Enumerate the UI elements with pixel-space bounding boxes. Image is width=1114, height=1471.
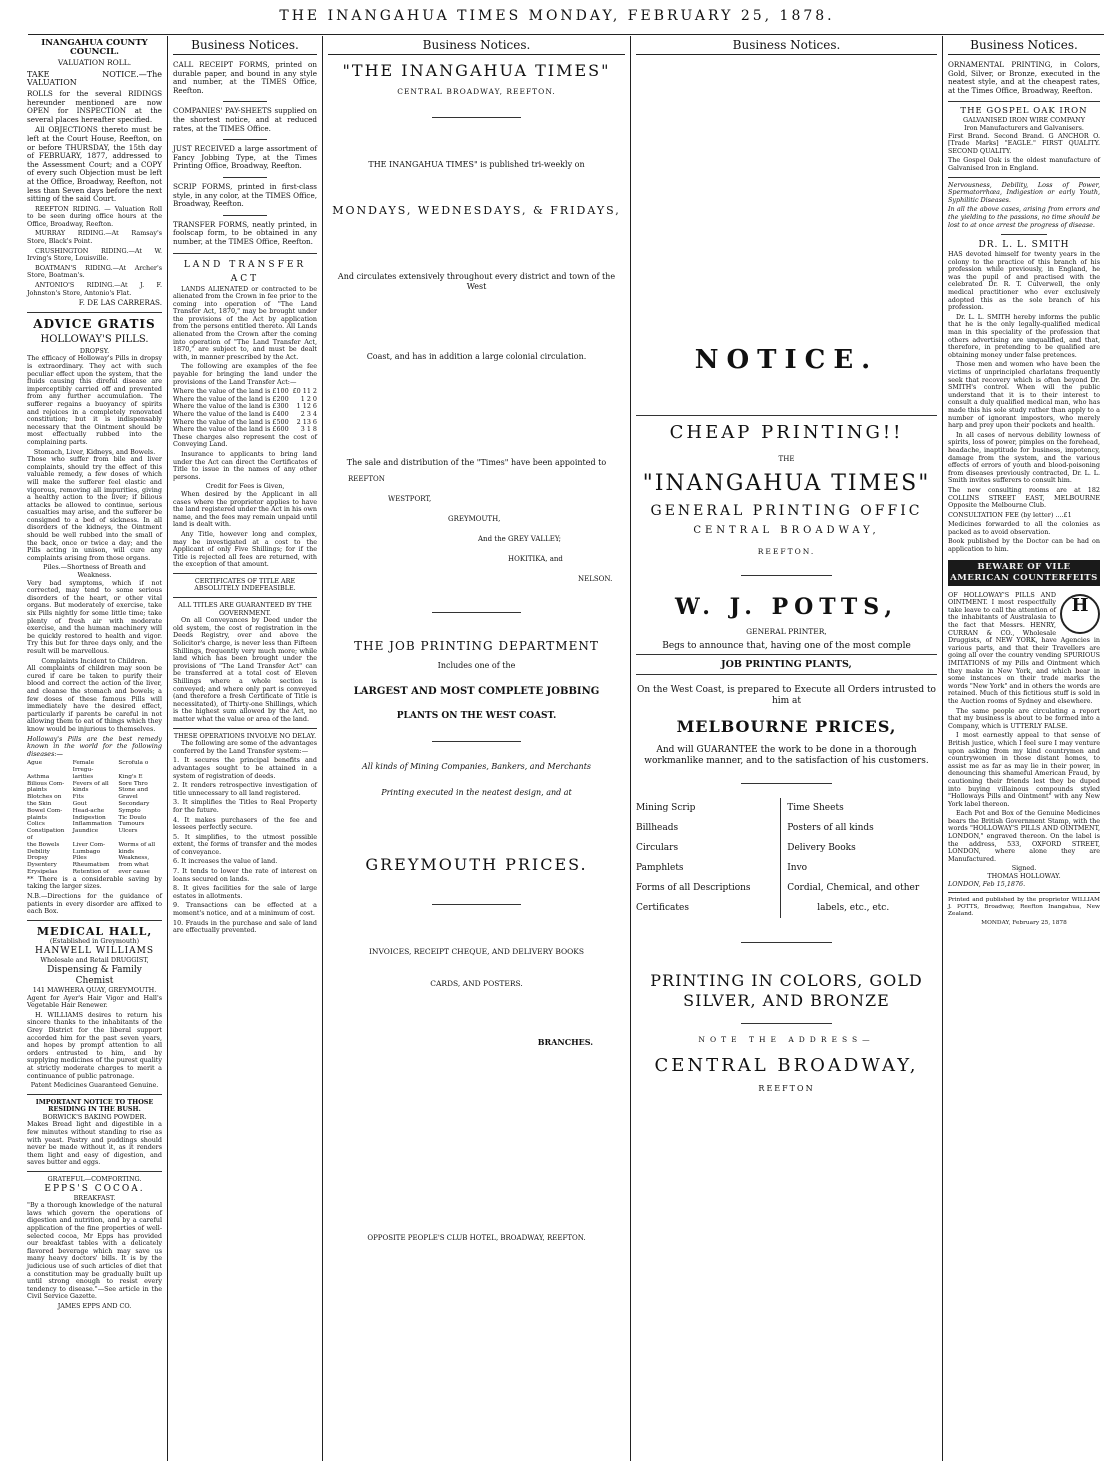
- fee-label: Where the value of the land is £600: [173, 425, 289, 434]
- holloway-body-4: Each Pot and Box of the Genuine Medicines bears the British Government Stamp, with the words "HOLLOWAY'S PILLS AND OINTMENT, LONDON," engraved thereon. On the label is the address, 533, OXFORD STREET, LONDON, where alone they are Manufactured.: [948, 809, 1100, 863]
- holloway-seal-icon: [1060, 594, 1100, 634]
- fees-table: [173, 388, 317, 434]
- disease-cell: Tic Doulo: [118, 814, 147, 821]
- list-item: Delivery Books: [787, 843, 856, 853]
- london-line: LONDON, Feb 15,1876.: [948, 879, 1026, 888]
- patent-line: Patent Medicines Guaranteed Genuine.: [30, 1081, 159, 1090]
- town-item: HOKITIKA, and: [508, 555, 563, 563]
- companies-notice: COMPANIES' PAY-SHEETS supplied on the shortest notice, and at reduced rates, at the TIMES Office.: [173, 106, 317, 133]
- note-address-line: NOTE THE ADDRESS—: [698, 1035, 875, 1044]
- disease-cell: Liver Com-: [72, 841, 106, 848]
- list-item: Billheads: [636, 823, 679, 833]
- business-notices-header: Business Notices.: [636, 36, 937, 55]
- days-line: MONDAYS, WEDNESDAYS, & FRIDAYS,: [332, 204, 621, 217]
- operations-heading: THESE OPERATIONS INVOLVE NO DELAY.: [173, 731, 317, 740]
- borwick-body: Makes Bread light and digestible in a few minutes without standing to rise as with yeast. Pastry and puddings should never be made without it, as it renders them light and easy of digestion, and saves butter and eggs.: [27, 1120, 162, 1167]
- disease-cell: Worms of all: [118, 841, 156, 848]
- column-1: [22, 36, 167, 1461]
- list-item: Invo: [787, 863, 808, 873]
- disease-cell: ever cause: [118, 869, 150, 876]
- notice-lead: TAKE NOTICE.—The VALUATION: [27, 69, 162, 88]
- fee-value: 1 12 6: [296, 402, 317, 411]
- disease-cell: Stone and: [118, 787, 149, 794]
- central-broadway-line: CENTRAL BROADWAY,: [693, 525, 880, 536]
- disease-cell: Scrofula o: [118, 760, 149, 767]
- fees-note: These charges also represent the cost of Conveying Land.: [173, 432, 317, 449]
- advantages-intro: The following are some of the advantages conferred by the Land Transfer system:—: [173, 739, 317, 755]
- printing-list-right: [781, 798, 937, 918]
- disease-cell: the Bowels: [27, 841, 60, 848]
- column-2: [168, 36, 322, 1461]
- divider: [948, 101, 1100, 102]
- town-item: REEFTON: [348, 475, 385, 483]
- column-5: [943, 36, 1105, 1461]
- disease-cell: Secondary: [118, 801, 150, 808]
- disease-cell: Dysentery: [27, 862, 57, 869]
- list-item: labels, etc., etc.: [817, 903, 890, 913]
- guaranteed-heading: ALL TITLES ARE GUARANTEED BY THE GOVERNMENT.: [178, 601, 312, 617]
- transfer-notice: TRANSFER FORMS, neatly printed, in foolscap form, to be obtained in any number, at the TIMES Office, Reefton.: [173, 219, 317, 246]
- dispensing-heading: Dispensing & Family Chemist: [47, 964, 142, 986]
- divider: [741, 575, 831, 576]
- disease-cell: Sore Thro: [118, 780, 148, 787]
- riding-item: BOATMAN'S RIDING.—At Archer's Store, Boatman's.: [27, 263, 162, 280]
- signature: F. DE LAS CARRERAS.: [78, 298, 162, 308]
- fee-value: 3 1 8: [300, 425, 317, 434]
- disease-cell: Fevers of all: [72, 780, 109, 787]
- agents-intro: The sale and distribution of the "Times" have been appointed to: [346, 458, 607, 467]
- divider: [741, 783, 831, 784]
- brands-line: First Brand. Second Brand. G ANCHOR O. [Trade Marks] "EAGLE." FIRST QUALITY. SECOND QUALITY.: [948, 131, 1100, 155]
- disease-cell: Fits: [72, 794, 84, 801]
- general-printer-line: GENERAL PRINTER,: [746, 627, 827, 636]
- divider: [741, 1023, 831, 1024]
- diseases-table: [27, 760, 162, 876]
- medicines-line: Medicines forwarded to all the colonies as packed as to avoid observation.: [948, 520, 1100, 536]
- times-title: "THE INANGAHUA TIMES": [342, 61, 611, 80]
- job-printing-heading: THE JOB PRINTING DEPARTMENT: [354, 639, 599, 653]
- divider: [741, 942, 831, 943]
- coast-line: Coast, and has in addition a large colonial circulation.: [366, 352, 587, 361]
- advantage-item: 9. Transactions can be effected at a moment's notice, and at a minimum of cost.: [173, 901, 317, 918]
- druggist-line: Wholesale and Retail DRUGGIST,: [40, 956, 149, 965]
- divider: [636, 674, 937, 675]
- divider: [636, 415, 937, 416]
- divider: [948, 892, 1100, 893]
- book-line: Book published by the Doctor can be had on application to him.: [948, 537, 1100, 554]
- ornamental-notice: ORNAMENTAL PRINTING, in Colors, Gold, Silver, or Bronze, executed in the neatest style, and at the cheapest rates, at the Times Office, Broadway, Reefton.: [948, 60, 1100, 95]
- notice-body: ROLLS for the several RIDINGS hereunder mentioned are now OPEN for INSPECTION at the several places hereafter specified.: [27, 88, 162, 124]
- advantage-item: 1. It secures the principal benefits and advantages sought to be attained in a system of registration of deeds.: [173, 756, 317, 780]
- council-heading: INANGAHUA COUNTY COUNCIL.: [41, 38, 148, 57]
- iron-line: Iron Manufacturers and Galvanisers.: [964, 123, 1084, 132]
- fee-value: 2 3 4: [300, 410, 317, 418]
- divider: [27, 1171, 162, 1172]
- divider: [27, 920, 162, 921]
- disease-cell: Gravel: [118, 794, 138, 801]
- riding-item: ANTONIO'S RIDING.—At J. F. Johnston's Store, Antonio's Flat.: [27, 281, 162, 297]
- disease-cell: Head-ache: [72, 807, 105, 814]
- disease-cell: Piles: [72, 855, 87, 862]
- received-notice: JUST RECEIVED a large assortment of Fancy Jobbing Type, at the Times Printing Office, Broadway, Reefton.: [173, 144, 317, 171]
- grateful-line: GRATEFUL—COMFORTING.: [47, 1175, 142, 1184]
- disease-cell: kinds: [72, 787, 89, 794]
- times-heading: "INANGAHUA TIMES": [642, 471, 931, 496]
- list-item: Pamphlets: [636, 863, 684, 873]
- insurance-text: Insurance to applicants to bring land under the Act can direct the Certificates of Title to issue in the names of any other persons.: [173, 449, 317, 481]
- cards-line: CARDS, AND POSTERS.: [430, 979, 523, 988]
- epps-body: "By a thorough knowledge of the natural laws which govern the operations of digestion and nutrition, and by a careful application of the fine properties of well-selected cocoa, Mr Epps has provided our breakfast tables with a delicately flavored beverage which may save us many heavy doctors' bills. It is by the judicious use of such articles of diet that a constitution may be gradually built up until strong enough to resist every tendency to disease."—See article in the Civil Service Gazette.: [27, 1201, 162, 1301]
- disease-cell: Gout: [72, 801, 87, 808]
- stomach-heading: Stomach, Liver, Kidneys, and Bowels.: [33, 447, 156, 456]
- fee-label: Where the value of the land is £400: [173, 410, 289, 418]
- children-body: All complaints of children may soon be cured if care be taken to purify their blood and correct the action of the liver, and cleanse the stomach and bowels; a few doses of these famous Pills will immediately have the desired effect, particularly if parents be careful in not allowing them to eat of things which they know would be injurious to themselves.: [27, 664, 162, 733]
- disease-cell: Ague: [27, 760, 43, 767]
- disease-cell: plaints: [27, 787, 47, 794]
- disease-cell: Weakness,: [118, 855, 150, 862]
- holloway-name: THOMAS HOLLOWAY.: [987, 872, 1061, 881]
- printing-line: Printing executed in the neatest design, and at: [381, 788, 572, 797]
- greymouth-prices: GREYMOUTH PRICES.: [365, 855, 588, 874]
- hanwell-heading: HANWELL WILLIAMS: [34, 946, 155, 957]
- land-body: LANDS ALIENATED or contracted to be alienated from the Crown in fee prior to the coming into operation of "The Land Transfer Act, 1870," may be brought under the provisions of the Act by application from the persons entitled thereto. All Lands alienated from the Crown after the coming into operation of "The Land Transfer Act, 1870," are subject to, and must be dealt with, in manner prescribed by the Act.: [173, 284, 317, 361]
- disease-cell: Retention of: [72, 869, 109, 876]
- land-transfer-heading: LAND TRANSFER ACT: [183, 259, 307, 284]
- begs-line: Begs to announce that, having one of the most comple: [662, 641, 911, 651]
- credit-body: When desired by the Applicant in all cases where the proprietor applies to have the land registered under the Act in his own name, and the fees may remain unpaid until land is dealt with.: [173, 489, 317, 529]
- list-item: Cordial, Chemical, and other: [787, 883, 920, 893]
- disease-cell: Ulcers: [118, 828, 138, 835]
- central-broadway-heading: CENTRAL BROADWAY,: [654, 1055, 919, 1076]
- disease-cell: Debility: [27, 848, 50, 855]
- beware-banner: [948, 560, 1100, 586]
- riding-item: REEFTON RIDING. — Valuation Roll to be seen during office hours at the Office, Broadway, Reefton.: [27, 204, 162, 228]
- dropsy-body: The efficacy of Holloway's Pills in dropsy is extraordinary. They act with such peculiar effect upon the system, that the fluids causing this direful disease are imperceptibly carried off and prevented from any further accumulation. The sufferer regains a buoyancy of spirits and rejoices in a completely renovated constitution; but it is indispensably necessary that the Ointment should be most effectually rubbed into the complaining parts.: [27, 354, 162, 446]
- nb-note: N.B.—Directions for the guidance of patients in every disorder are affixed to each Box.: [27, 892, 162, 916]
- disease-cell: Jaundice: [72, 828, 99, 835]
- potts-heading: W. J. POTTS,: [674, 594, 899, 620]
- list-item: Forms of all Descriptions: [636, 883, 751, 893]
- holloway-body-3: I most earnestly appeal to that sense of British justice, which I feel sure I may venture upon asking from my kind countrymen and countrywomen in those distant homes, to assist me as far as may lie in their power, in denouncing this shameful American Fraud, by cautioning their friends lest they be duped into buying villainous compounds styled "Holloways Pills and Ointment" with any New York label thereon.: [948, 731, 1100, 808]
- fee-line: CONSULTATION FEE (by letter) ....£1: [948, 510, 1072, 519]
- disease-cell: Erysipelas: [27, 869, 58, 876]
- epps-heading: EPPS'S COCOA.: [44, 1183, 145, 1194]
- largest-line: LARGEST AND MOST COMPLETE JOBBING: [353, 686, 600, 697]
- divider: [223, 177, 266, 178]
- divider: [27, 312, 162, 313]
- disease-cell: Indigestion: [72, 814, 106, 821]
- children-heading: Complaints Incident to Children.: [41, 656, 148, 665]
- disease-cell: Asthma: [27, 773, 50, 780]
- list-item: Mining Scrip: [636, 803, 696, 813]
- fee-value: £0 11 2: [292, 387, 317, 396]
- town-item: WESTPORT,: [388, 495, 432, 503]
- fee-value: 2 13 6: [296, 417, 317, 426]
- divider: [223, 139, 266, 140]
- business-notices-header: Business Notices.: [173, 36, 317, 55]
- certs-heading: CERTIFICATES OF TITLE ARE ABSOLUTELY INDEFEASIBLE.: [194, 576, 296, 593]
- piles-body: Very bad symptoms, which if not corrected, may tend to some serious disorders of the heart, or other vital organs. But moderately of exercise, take six Pills nightly for some little time; take plenty of fresh air with moderate exercise, and the human machinery will be quickly restored to health and vigor. Try this but for three days only, and the result will be marvellous.: [27, 578, 162, 655]
- oldest-line: The Gospel Oak is the oldest manufacture of Galvanised Iron in England.: [948, 156, 1100, 172]
- notice-heading: NOTICE.: [694, 345, 879, 375]
- important-heading: IMPORTANT NOTICE TO THOSE RESIDING IN THE BUSH.: [35, 1097, 154, 1114]
- divider: [173, 728, 317, 729]
- smith-body-3: Those men and women who have been the victims of unprincipled charlatans frequently seek that recovery which is often beyond Dr. SMITH's control. When will the public understand that it is to their interest to consult a duly qualified medical man, who has made this his sole study rather than apply to a number of ignorant impostors, who merely harp and prey upon their pockets and health.: [948, 360, 1100, 430]
- divider: [27, 1094, 162, 1095]
- signed-line: Signed.: [1011, 864, 1037, 873]
- disease-cell: Bowel Com-: [27, 807, 63, 814]
- divider: [432, 612, 521, 613]
- piles-heading: Piles.—Shortness of Breath and Weakness.: [43, 563, 146, 580]
- disease-cell: Colics: [27, 821, 45, 828]
- list-item: Certificates: [636, 903, 689, 913]
- disease-cell: Bilious Com-: [27, 780, 65, 787]
- beware-line: BEWARE OF VILE: [977, 561, 1071, 572]
- general-printing-heading: GENERAL PRINTING OFFIC: [650, 503, 923, 519]
- plants-heading: JOB PRINTING PLANTS,: [721, 659, 852, 670]
- list-item: Circulars: [636, 843, 679, 853]
- town-item: GREYMOUTH,: [448, 515, 501, 523]
- advice-heading: ADVICE GRATIS: [33, 316, 156, 331]
- disease-cell: the Skin: [27, 801, 52, 808]
- divider: [173, 253, 317, 254]
- saving-note: ** There is a considerable saving by taking the larger sizes.: [27, 874, 162, 891]
- disease-cell: Sympto: [118, 807, 141, 814]
- printing-list: [636, 798, 937, 918]
- towns-list: [328, 472, 625, 588]
- receipt-notice: CALL RECEIPT FORMS, printed on durable paper, and bound in any style and number, at the TIMES Office, Reefton.: [173, 60, 317, 95]
- divider: [948, 177, 1100, 178]
- advantage-item: 8. It gives facilities for the sale of large estates in allotments.: [173, 884, 317, 900]
- masthead: THE INANGAHUA TIMES MONDAY, FEBRUARY 25, 1878.: [279, 8, 835, 24]
- any-title-text: Any Title, however long and complex, may be investigated at a cost to the Applicant of only Five Shillings; for if the Title is rejected all fees are returned, with the exception of that amount.: [173, 529, 317, 569]
- established-line: (Established in Greymouth): [49, 936, 140, 945]
- advantage-item: 2. It renders retrospective investigation of title unnecessary to all land registered.: [173, 781, 317, 797]
- breakfast-line: BREAKFAST.: [73, 1193, 116, 1202]
- galvanised-heading: GALVANISED IRON WIRE COMPANY: [963, 116, 1085, 125]
- branches-line: BRANCHES.: [537, 1037, 593, 1047]
- williams-body: H. WILLIAMS desires to return his sincere thanks to the inhabitants of the Grey District for the liberal support accorded him for the past seven years, and hopes by prompt attention to all orders entrusted to him, and by supplying medicines of the purest quality at strictly moderate charges to merit a continuance of public patronage.: [27, 1010, 162, 1080]
- advantage-item: 5. It simplifies, to the utmost possible extent, the forms of transfer and the modes of conveyance.: [173, 832, 317, 856]
- reefton-footer: REEFTON: [758, 1084, 815, 1093]
- advantage-item: 10. Frauds in the purchase and sale of land are effectually prevented.: [173, 918, 317, 935]
- divider: [223, 215, 266, 216]
- the-line: THE: [778, 455, 795, 463]
- smith-body-4: In all cases of nervous debility lowness of spirits, loss of power, pimples on the forehead, headache, inaptitude for business, impotency, damage from the system, and the various effects of errors of youth and blood-poisoning from diseases previously contracted, Dr. L. L. Smith invites sufferers to consult him.: [948, 430, 1100, 485]
- remedy-line: Holloway's Pills are the best remedy known in the world for the following diseases:—: [27, 734, 162, 758]
- holloway-body-2: The same people are circulating a report that my business is about to be formed into a Company, which is UTTERLY FALSE.: [948, 706, 1100, 730]
- fee-label: Where the value of the land is £200: [173, 394, 289, 403]
- published-line: THE INANGAHUA TIMES" is published tri-weekly on: [368, 160, 585, 169]
- objections-text: All OBJECTIONS thereto must be left at the Court House, Reefton, on or before THURSDAY, the 15th day of FEBRUARY, 1877, addressed to the Assessment Court; and a COPY of every such Objection must be left at the Office, Broadway, Reefton, not less than Seven days before the next sitting of the said Court.: [27, 125, 162, 204]
- divider: [173, 573, 317, 574]
- fee-label: Where the value of the land is £100: [173, 387, 289, 396]
- column-4: [631, 36, 942, 1461]
- west-coast-line: On the West Coast, is prepared to Execute all Orders intrusted to him at: [637, 685, 936, 706]
- consult-line: The new consulting rooms are at 182 COLLINS STREET EAST, MELBOURNE Opposite the Melbourne Club.: [948, 485, 1100, 510]
- smith-body: HAS devoted himself for twenty years in the colony to the practice of this branch of his profession while previously, in England, he was the pupil of and practised with the celebrated Dr. R. T. Culverwell, the only medical practitioner who ever exclusively adopted this as the sole branch of his profession.: [948, 250, 1100, 312]
- disease-cell: plaints: [27, 814, 47, 821]
- divider: [432, 741, 521, 742]
- disease-cell: Lumbago: [72, 848, 101, 855]
- divider: [223, 101, 266, 102]
- fee-label: Where the value of the land is £300: [173, 402, 289, 411]
- disease-cell: Inflammation: [72, 821, 112, 828]
- stomach-body: Those who suffer from bile and liver complaints, should try the effect of this valuable remedy, a few doses of which will make the sufferer feel elastic and vigorous, removing all impurities, giving a healthy action to the liver; if bilious attacks be allowed to continue, serious casualties may arise, and the sufferer be consigned to a bed of sickness. In all disorders of the kidneys, the Ointment should be well rubbed into the small of the back, once or twice a day; and the Pills acting in unison, will cure any complaints arising from those organs.: [27, 455, 162, 562]
- advantages-list: [173, 757, 317, 934]
- address-line: 141 MAWHERA QUAY, GREYMOUTH.: [32, 985, 157, 994]
- disease-cell: Blotches on: [27, 794, 62, 801]
- advantage-item: 3. It simplifies the Titles to Real Property for the future.: [173, 798, 317, 814]
- masthead-rule: [28, 34, 1104, 35]
- borwick-heading: BORWICK'S BAKING POWDER.: [42, 1112, 147, 1121]
- guarantee-line: And will GUARANTEE the work to be done in a thorough workmanlike manner, and to the satisfaction of his customers.: [644, 745, 929, 766]
- disease-cell: larities: [72, 773, 94, 780]
- invoices-line: INVOICES, RECEIPT CHEQUE, AND DELIVERY BOOKS: [368, 947, 585, 956]
- cheap-printing-heading: CHEAP PRINTING!!: [669, 422, 904, 443]
- list-item: Time Sheets: [787, 803, 844, 813]
- list-item: Posters of all kinds: [787, 823, 874, 833]
- business-notices-header: Business Notices.: [328, 36, 625, 55]
- printed-line: Printed and published by the proprietor WILLIAM J. POTTS, Broadway, Reefton Inangahua, New Zealand.: [948, 897, 1100, 917]
- divider: [1001, 234, 1047, 235]
- includes-line: Includes one of the: [437, 661, 516, 670]
- disease-cell: kinds: [118, 848, 135, 855]
- divider: [636, 654, 937, 655]
- holloway-body: OF HOLLOWAY'S PILLS AND OINTMENT. I most respectfully take leave to call the attention of the inhabitants of Australasia to the fact that Messrs. HENRY, CURRAN & CO., Wholesale Druggists, of NEW YORK, have Agencies in various parts, and that their Travellers are going all over the country vending SPURIOUS IMITATIONS of my Pills and Ointment which they make in New York, and which bear in some instances on their trade marks the words "New York" and in others the words are retained. Much of this fictitious stuff is sold in the Auction rooms of Sydney and elsewhere.: [948, 590, 1100, 705]
- circulates-line: And circulates extensively throughout every district and town of the West: [337, 272, 616, 291]
- above-line: In all the above cases, arising from errors and the yielding to the passions, no time should be lost to at once arrest the progress of disease.: [948, 205, 1100, 229]
- column-3: [323, 36, 630, 1461]
- divider: [432, 904, 521, 905]
- smith-body-2: Dr. L. L. SMITH hereby informs the public that he is the only legally-qualified medical man in this speciality of the profession that others advertising are unqualified, and that, therefore, in pretending to be qualified are obtaining money under false pretences.: [948, 312, 1100, 359]
- fee-value: 1 2 0: [300, 394, 317, 403]
- riding-item: CRUSHINGTON RIDING.—At W. Irving's Store, Louisville.: [27, 246, 162, 263]
- colors-heading: PRINTING IN COLORS, GOLD SILVER, AND BRONZE: [650, 971, 923, 1010]
- advantage-item: 6. It increases the value of land.: [173, 857, 278, 866]
- monday-line: MONDAY, February 25, 1878: [981, 919, 1067, 926]
- valuation-roll-heading: VALUATION ROLL.: [57, 58, 132, 68]
- disease-cell: Female Irregu-: [72, 760, 95, 774]
- divider: [432, 117, 521, 118]
- nervousness-line: Nervousness, Debility, Loss of Power, Spermatorrhœa, Indigestion or early Youth, Syphilitic Diseases.: [948, 180, 1100, 204]
- town-item: NELSON.: [578, 575, 613, 583]
- smith-heading: DR. L. L. SMITH: [978, 240, 1070, 251]
- disease-cell: King's E: [118, 773, 143, 780]
- fee-label: Where the value of the land is £500: [173, 417, 289, 426]
- opposite-line: OPPOSITE PEOPLE'S CLUB HOTEL, BROADWAY, REEFTON.: [367, 1234, 586, 1242]
- advantage-item: 7. It tends to lower the rate of interest on loans secured on lands.: [173, 867, 317, 883]
- dropsy-heading: DROPSY.: [79, 346, 110, 355]
- printing-list-left: [636, 798, 781, 918]
- scrip-notice: SCRIP FORMS, printed in first-class style, in any color, at the TIMES Office, Broadway, Reefton.: [173, 181, 317, 209]
- agent-line: Agent for Ayer's Hair Vigor and Hall's Vegetable Hair Renewer.: [27, 993, 162, 1010]
- disease-cell: Tumours: [118, 821, 145, 828]
- disease-cell: Dropsy: [27, 855, 48, 862]
- town-item: And the GREY VALLEY;: [478, 535, 561, 543]
- disease-cell: Constipation of: [27, 828, 65, 842]
- epps-signature: JAMES EPPS AND CO.: [57, 1301, 132, 1310]
- advantage-item: 4. It makes purchasers of the fee and lessees perfectly secure.: [173, 815, 317, 832]
- guaranteed-body: On all Conveyances by Deed under the old system, the cost of registration in the Deeds Registry, over and above the Solicitor's charge, is never less than Fifteen Shillings, frequently very much more; while land which has been brought under the provisions of "The Land Transfer Act" can be transferred at a total cost of Eleven Shillings where a whole section is conveyed; and where only part is conveyed (and therefore a fresh Certificate of Title is necessitated), of Thirty-one Shillings, which is the highest sum allowed by the Act, no matter what the value or area of the land.: [173, 616, 317, 723]
- ridings-list: [27, 206, 162, 298]
- melbourne-prices: MELBOURNE PRICES,: [676, 717, 897, 736]
- credit-heading: Credit for Fees is Given,: [205, 482, 285, 491]
- medical-hall-heading: MEDICAL HALL,: [36, 924, 153, 938]
- times-subtitle: CENTRAL BROADWAY, REEFTON.: [397, 87, 556, 96]
- divider: [173, 597, 317, 598]
- gospel-heading: THE GOSPEL OAK IRON: [960, 106, 1088, 117]
- reefton-line: REEFTON.: [757, 547, 816, 556]
- disease-cell: Rheumatism: [72, 862, 110, 869]
- mining-line: All kinds of Mining Companies, Bankers, and Merchants: [361, 762, 592, 771]
- plants-line: PLANTS ON THE WEST COAST.: [396, 711, 557, 721]
- riding-item: MURRAY RIDING.—At Ramsay's Store, Black's Point.: [27, 229, 162, 246]
- counterfeits-line: AMERICAN COUNTERFEITS: [950, 572, 1098, 583]
- disease-cell: from what: [118, 862, 149, 869]
- holloway-heading: HOLLOWAY'S PILLS.: [40, 333, 149, 345]
- business-notices-header: Business Notices.: [948, 36, 1100, 55]
- fees-intro: The following are examples of the fee payable for bringing the land under the provisions of the Land Transfer Act:—: [173, 362, 317, 386]
